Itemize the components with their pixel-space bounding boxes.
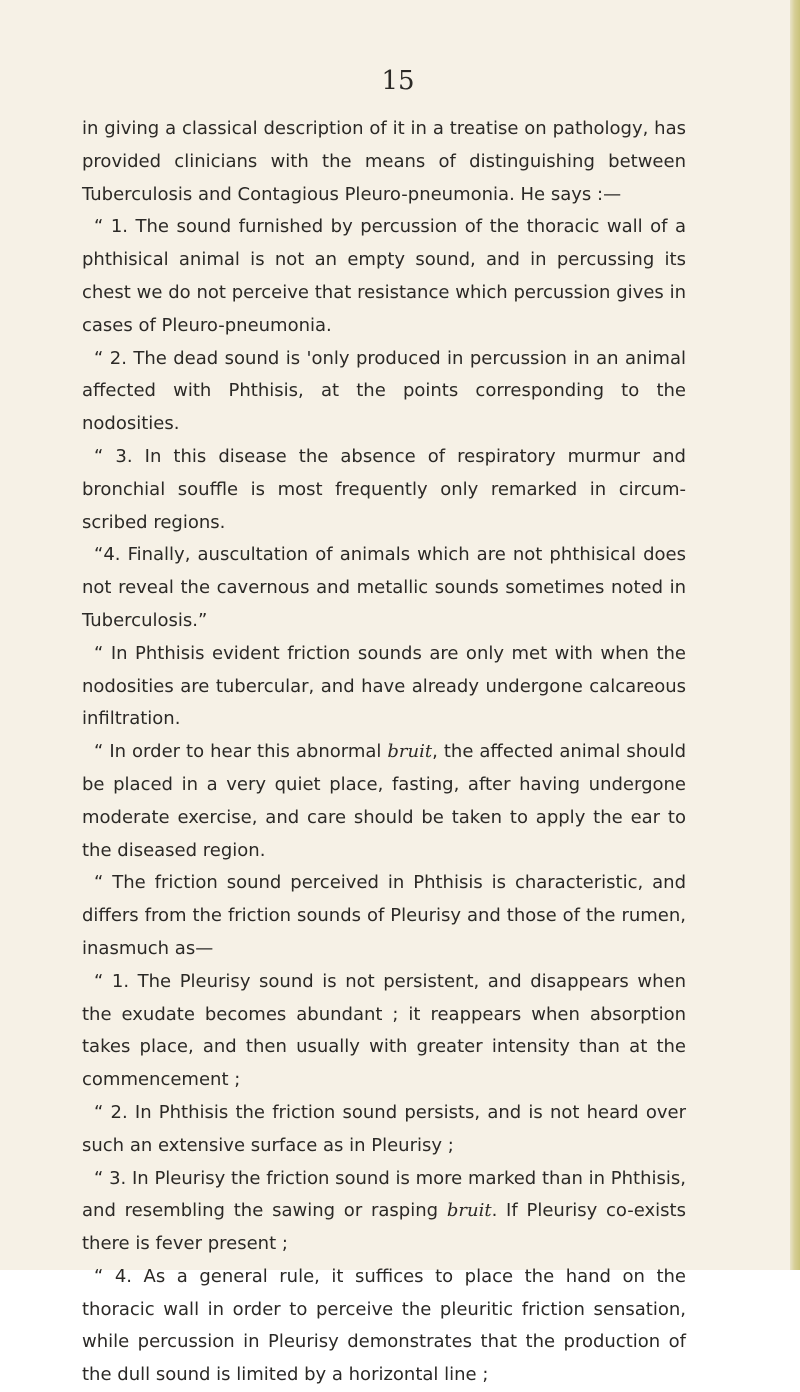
paragraph	[82, 1163, 686, 1261]
paragraph	[82, 736, 686, 867]
italic-term: bruit	[446, 1200, 492, 1222]
body-text	[82, 113, 686, 1392]
paragraph: “ The friction sound perceived in Phthisis is characteristic, and differs from the friction sounds of Pleurisy and those of the rumen, inasmuch as—	[82, 872, 686, 959]
paragraph: “ 1. The sound furnished by percussion of the thoracic wall of a phthisical animal is not an empty sound, and in percussing its chest we do not perceive that resistance which percussion gives in cases of Pleuro-pneumonia.	[82, 216, 686, 336]
paragraph: “ 4. As a general rule, it suffices to place the hand on the thoracic wall in order to perceive the pleuritic friction sensation, while percussion in Pleurisy demonstrates that the production of the dull sound is limited by a horizontal line ;	[82, 1265, 686, 1386]
paragraph: “ 1. The Pleurisy sound is not persistent, and disappears when the exudate becomes abundant ; it reappears when absorption takes place, and then usually with greater intensity than at the commencement ;	[82, 970, 686, 1091]
text-run: , the affected animal should be placed in a very quiet place, fasting, after having undergone moderate exercise, and care should be taken to apply the ear to the diseased region.	[82, 741, 686, 861]
paragraph: “ 2. The dead sound is 'only produced in percussion in an animal affected with Phthisis, at the points corresponding to the nodosities.	[82, 347, 686, 435]
page-number: 15	[381, 66, 415, 96]
page-edge	[790, 0, 800, 1270]
paragraph: “ In Phthisis evident friction sounds are only met with when the nodosities are tubercular, and have already undergone calcareous infiltration.	[82, 642, 686, 730]
text-run: “ In order to hear this abnormal	[94, 741, 388, 763]
paragraph: “ 2. In Phthisis the friction sound persists, and is not heard over such an extensive surface as in Pleurisy ;	[82, 1101, 686, 1156]
paragraph: “ 3. In this disease the absence of respiratory murmur and bronchial souffle is most frequently only remarked in circum-scribed regions.	[82, 445, 686, 533]
italic-term: bruit	[387, 741, 433, 763]
text-run: “ 3. In Pleurisy the friction sound is more marked than in Phthisis, and resembling the sawing or rasping	[82, 1167, 686, 1222]
paragraph: in giving a classical description of it in a treatise on pathology, has provided clinicians with the means of distinguishing between Tuberculosis and Contagious Pleuro-pneumonia. He says :—	[82, 118, 686, 205]
text-run: . If Pleurisy co-exists there is fever present ;	[82, 1200, 686, 1255]
paragraph: “4. Finally, auscultation of animals which are not phthisical does not reveal the cavernous and metallic sounds sometimes noted in Tuberculosis.”	[82, 544, 686, 631]
